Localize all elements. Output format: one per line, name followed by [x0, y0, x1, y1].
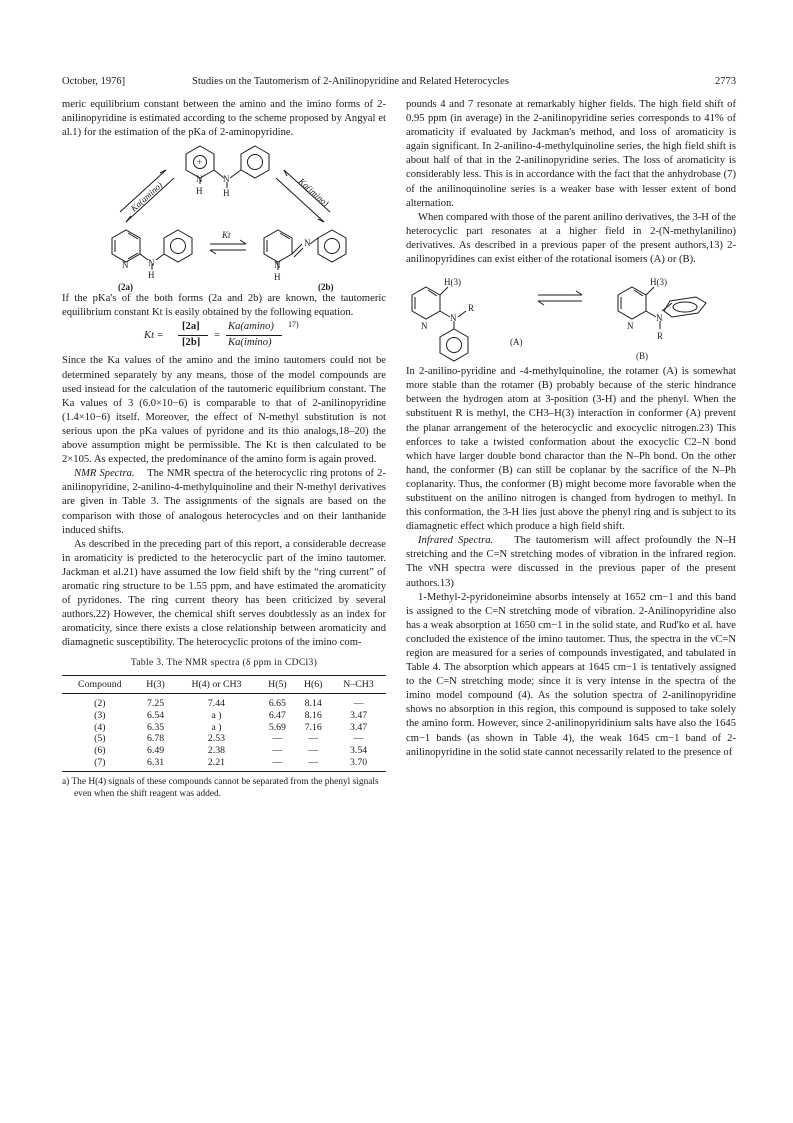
equation-reference: 17) — [288, 320, 299, 330]
table-cell: 5.69 — [268, 721, 286, 733]
scheme-n-top: N — [196, 174, 203, 185]
table-cell: (5) — [94, 733, 106, 745]
table-header-cell: H(3) — [146, 678, 165, 690]
table-cell: 2.38 — [207, 745, 226, 757]
rotamer-diagram — [406, 267, 736, 365]
table-cell: — — [272, 756, 283, 768]
table-row — [62, 733, 386, 745]
rotamer-b-h3: H(3) — [650, 277, 667, 288]
table-cell: 3.54 — [349, 745, 368, 757]
ir-paragraph-text: The tautomerism will affect profoundly the N–H stretching and the C=N stretching modes of vibration in the infrared region. The νNH spectra were discussed in the previous paper of the present authors.13) — [406, 535, 736, 589]
header-title: Studies on the Tautomerism of 2-Anilinopyridine and Related Heterocycles — [192, 76, 509, 87]
nmr-table — [62, 675, 386, 773]
table-cell: (2) — [94, 698, 106, 710]
scheme-label-2a: (2a) — [118, 282, 133, 293]
header-page-number: 2773 — [715, 76, 736, 87]
table-header-cell: H(4) or CH3 — [191, 678, 242, 690]
equation-denominator-2: Ka(imino) — [228, 337, 272, 349]
table-cell: a ) — [211, 721, 222, 733]
table-header-cell: H(5) — [268, 678, 287, 690]
table-3-caption: Table 3. The NMR spectra (δ ppm in CDCl3) — [130, 657, 318, 669]
nmr-paragraph-text: The NMR spectra of the heterocyclic ring protons of 2-anilinopyridine, 2-anilino-4-methylquinoline and their N-methyl derivatives are given in Table 3. The assignments of the signals are based on the comparison with those of analogous heterocycles and on their lanthanide induced shifts. — [62, 468, 386, 536]
table-cell: 2.53 — [207, 733, 226, 745]
table-cell: 8.16 — [304, 709, 322, 721]
equation-numerator-1: [2a] — [182, 321, 200, 333]
rotamer-a-r: R — [468, 303, 475, 314]
table-cell: a ) — [211, 709, 222, 721]
left-paragraph-1: meric equilibrium constant between the amino and the imino forms of 2-anilinopyridine is estimated according to the scheme proposed by Angyal et al.1) for the estimation of the pKa of 2-aminopyridine. — [62, 99, 386, 139]
table-cell: 3.70 — [349, 756, 368, 768]
right-column — [406, 98, 736, 760]
header-date: October, 1976] — [62, 76, 126, 87]
rotamer-b-ring-n: N — [627, 321, 634, 332]
table-row — [62, 694, 386, 710]
table-cell: 6.65 — [268, 698, 286, 710]
table-cell: — — [308, 745, 319, 757]
table-cell: 7.44 — [207, 698, 226, 710]
table-header-row — [62, 675, 386, 694]
left-paragraph-5: As described in the preceding part of this report, a considerable decrease in aromaticity is predicted to the heterocyclic part of the imino tautomer. Jackman et al.21) have assumed the low field shift by the “ring current” of aromatic ring structure to be 1.55 ppm, and have estimated the aromaticity of pyridones. The ring current theory has been criticized by several authors.22) However, the chemical shift serves doubtlessly as an index for aromaticity, since there exists a close relationship between aromaticity and diamagnetic susceptibility. The heterocyclic protons of the imino com- — [62, 538, 386, 649]
nmr-section-heading: NMR Spectra. — [74, 468, 135, 480]
scheme-n-top-exo: N — [223, 174, 230, 185]
table-cell: (6) — [94, 745, 106, 757]
scheme-ka-amino-label: Ka(amino) — [128, 180, 165, 214]
table-row — [62, 710, 386, 722]
table-cell: — — [353, 698, 364, 710]
left-column — [62, 98, 386, 800]
table-cell: — — [308, 733, 319, 745]
equation-denominator-1: [2b] — [182, 337, 201, 349]
tautomer-scheme-drawing — [62, 140, 386, 292]
equation-equals: = — [214, 330, 220, 342]
table-row — [62, 722, 386, 734]
table-cell: 6.49 — [146, 745, 165, 757]
ir-section-heading: Infrared Spectra. — [418, 535, 494, 547]
table-cell: 3.47 — [349, 709, 368, 721]
rotamer-a-ring-n: N — [421, 321, 428, 332]
left-paragraph-4 — [62, 467, 386, 537]
table-cell: 7.25 — [146, 698, 165, 710]
table-cell: — — [272, 745, 283, 757]
scheme-h-2a: H — [148, 270, 155, 281]
right-paragraph-5: 1-Methyl-2-pyridoneimine absorbs intensely at 1652 cm−1 and this band is assigned to the C=N stretching mode of vibration. 2-Anilinopyridine also has a weak absorption at 1650 cm−1 in the solid state, and Rud'ko et al. have concluded the existence of the imino tautomer. Thus, the spectra in the νC=N region are measured for a series of compounds investigated, and tabulated in Table 4. The absorption which appears at 1645 cm−1 is tentatively assigned to the C=N stretching mode; since it is very intense in the spectra of the imino model compound (4). As the solution spectra of 2-anilinopyridine shows no absorption in this region, this compound is supposed to take solely the amino form. However, since 2-anilinopyridinium salts have also the 1645 cm−1 bands (as shown in Table 4), the weak 1645 cm−1 band of 2-anilinopyridine in the solid state cannot necessarily related to the presence of — [406, 591, 736, 758]
rotamer-a-exo-n: N — [450, 313, 457, 324]
right-paragraph-4 — [406, 534, 736, 590]
table-cell: (7) — [94, 756, 106, 768]
table-header-cell: Compound — [78, 678, 122, 690]
table-cell: (3) — [94, 709, 106, 721]
table-cell: 6.47 — [268, 709, 286, 721]
scheme-label-2b: (2b) — [318, 282, 334, 293]
table-cell: 6.35 — [146, 721, 165, 733]
rotamer-b-r: R — [657, 331, 664, 342]
table-cell: 8.14 — [304, 698, 322, 710]
table-cell: (4) — [94, 721, 106, 733]
table-cell: — — [272, 733, 283, 745]
equation-numerator-2: Ka(amino) — [228, 321, 274, 333]
table-cell: 6.54 — [146, 709, 165, 721]
scheme-kt-label: Kt — [222, 230, 231, 241]
left-paragraph-3: Since the Ka values of the amino and the imino tautomers could not be determined separately by any means, those of the model compounds are used instead for the calculation of the tautomeric equilibrium constant. The Ka values of 3 (6.0×10−6) is comparable to that of 2-anilinopyridine (1.4×10−6) itself. Moreover, the effect of N-methyl substitution is not serious upon the pKa values of pyridone and its thio analogs,18–20) the above assumption might be permissible. The Kt is then calculated to be 2×105. As expected, the predominance of the amino form is again proved. — [62, 355, 386, 466]
table-3-footnote: a) The H(4) signals of these compounds cannot be separated from the phenyl signals even when the shift reagent was added. — [62, 777, 379, 800]
rotamer-label-b: (B) — [636, 351, 648, 362]
right-paragraph-1: pounds 4 and 7 resonate at remarkably higher fields. The high field shift of 0.95 ppm (in average) in the 2-anilinopyridine series corresponds to 41% of aromaticity if evaluated by Jackman's method, and loss of aromaticity is again significant. In 2-anilino-4-methylquinoline series, the high field shift is about half of that in the 2-anilinopyridine series. The loss of aromaticity is considerably less. This is in accordance with the fact that the anhydrobase (7) of the anilinoquinoline series is a weaker base with lesser extent of bond alternation. — [406, 99, 736, 209]
rotamer-b-exo-n: N — [656, 313, 663, 324]
scheme-h-top: H — [196, 186, 203, 197]
equation-lhs: Kt = — [144, 330, 164, 342]
rotamer-a-h3: H(3) — [444, 277, 461, 288]
table-cell: — — [353, 733, 364, 745]
rotamer-drawing — [406, 267, 736, 365]
table-row — [62, 745, 386, 757]
scheme-n-2b-ring: N — [274, 260, 281, 271]
tautomer-scheme — [62, 140, 386, 292]
scheme-h-2b: H — [274, 272, 281, 283]
table-cell: 3.47 — [349, 721, 368, 733]
scheme-plus-sign: + — [197, 157, 203, 168]
table-cell: 2.21 — [207, 756, 226, 768]
table-header-cell: H(6) — [303, 678, 323, 690]
right-paragraph-2: When compared with those of the parent anilino derivatives, the 3-H of the heterocyclic part resonates at a higher field in 2-(N-methylanilino) derivatives. As described in a previous paper of the present authors,13) 2-anilinopyridines can exist either of the rotational isomers (A) or (B). — [406, 211, 737, 266]
scheme-ka-imino-label: Ka(imino) — [296, 176, 331, 209]
table-cell: 6.78 — [146, 733, 165, 745]
left-paragraph-2: If the pKa's of the both forms (2a and 2b) are known, the tautomeric equilibrium constant Kt is easily obtained by the following equation. — [62, 293, 386, 319]
equation-kt — [62, 320, 386, 354]
right-paragraph-3: In 2-anilino-pyridine and -4-methylquinoline, the rotamer (A) is somewhat more stable than the rotamer (B) probably because of the steric hindrance between the hydrogen atom at 3-position (3-H) and the phenyl. When the substituent R is methyl, the CH3–H(3) interaction in conformer (A) prevent the planar arrangement of the heterocyclic and exocyclic nitrogen.23) This enforces to take a twisted conformation about the exocyclic C2–N bond which have larger double bond charactor than the N–Ph bond. On the other hand, the conformer (B) can still be coplanar by the sacrifice of the N–Ph coplanarity. Thus, the conformer (B) might become more favorable when the substituent on the anilino nitrogen is changed from hydrogen to methyl. In this conformation, the 3-H lies just above the phenyl ring and is subject to its diamagnetic effect which produce a high field shift. — [406, 366, 736, 533]
scheme-h-top-exo: H — [223, 188, 230, 199]
table-header-cell: N–CH3 — [343, 678, 374, 690]
table-cell: — — [308, 756, 319, 768]
scheme-n-2a-ring: N — [122, 260, 129, 271]
table-cell: 7.16 — [304, 721, 322, 733]
rotamer-label-a: (A) — [510, 337, 523, 348]
table-row — [62, 757, 386, 772]
scheme-n-2a-exo: N — [148, 258, 155, 269]
scheme-n-2b-exo: N — [304, 238, 311, 249]
table-cell: 6.31 — [146, 756, 165, 768]
